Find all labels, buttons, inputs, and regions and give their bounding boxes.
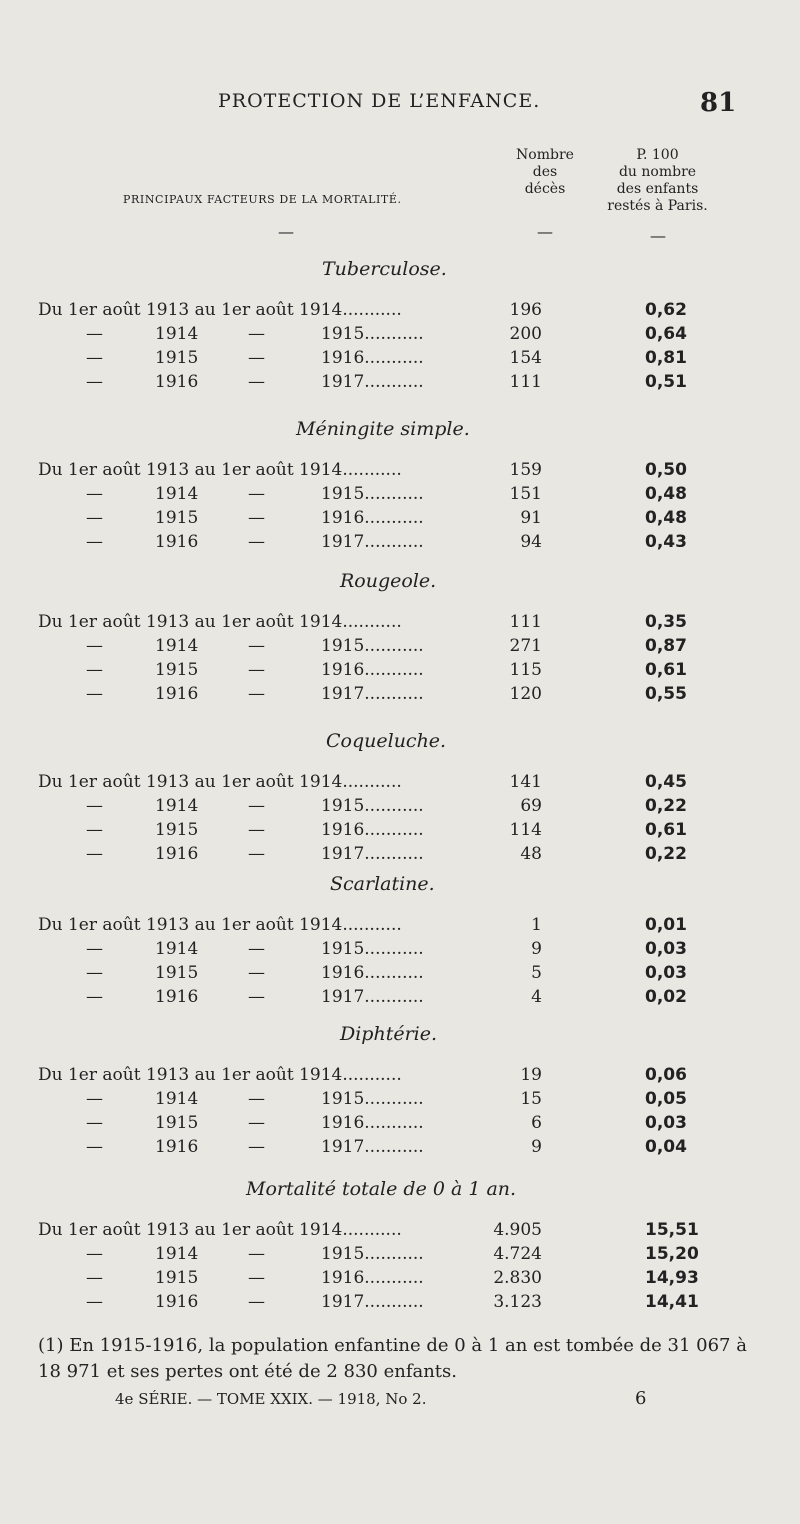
row-percent: 14,93 [645,1268,699,1288]
row-period-part: 1916 [155,372,199,392]
row-period-part: — [86,1113,103,1133]
row-period: Du 1er août 1913 au 1er août 1914........... [38,915,402,935]
table-row [0,796,800,820]
row-period-part: — [86,1268,103,1288]
row-percent: 0,48 [645,484,687,504]
row-percent: 0,87 [645,636,687,656]
row-deaths: 271 [509,636,542,656]
row-percent: 14,41 [645,1292,699,1312]
row-period-part: — [86,532,103,552]
row-period-part: — [248,660,265,680]
section-title: Coqueluche. [326,730,447,752]
row-period-part: — [248,484,265,504]
table-row [0,820,800,844]
row-deaths: 111 [509,612,542,632]
row-percent: 0,64 [645,324,687,344]
column-dash-factors: — [278,222,294,241]
table-row [0,460,800,484]
row-period-part: — [248,348,265,368]
row-deaths: 154 [509,348,542,368]
row-period-part: 1915........... [321,1089,424,1109]
section-title: Diphtérie. [340,1023,438,1045]
row-period-part: 1917........... [321,1292,424,1312]
row-period-part: — [248,1137,265,1157]
row-percent: 0,04 [645,1137,687,1157]
table-row [0,939,800,963]
row-period-part: 1915........... [321,324,424,344]
column-header-percent-line: P. 100 [636,147,679,163]
row-period-part: 1914 [155,1089,199,1109]
row-deaths: 91 [520,508,542,528]
section-title: Tuberculose. [322,258,447,280]
table-row [0,612,800,636]
row-deaths: 151 [509,484,542,504]
signature-sheet-number: 6 [635,1388,647,1409]
table-row [0,484,800,508]
row-percent: 0,03 [645,939,687,959]
row-period: Du 1er août 1913 au 1er août 1914........... [38,772,402,792]
row-period-part: — [248,939,265,959]
table-row [0,636,800,660]
row-deaths: 4.724 [493,1244,542,1264]
row-period-part: — [248,844,265,864]
table-row [0,300,800,324]
row-deaths: 6 [531,1113,542,1133]
row-period-part: — [86,508,103,528]
row-period-part: — [86,844,103,864]
row-period-part: 1916........... [321,348,424,368]
row-period-part: 1914 [155,1244,199,1264]
table-row [0,915,800,939]
row-period-part: — [86,636,103,656]
row-period-part: 1916........... [321,660,424,680]
row-deaths: 5 [531,963,542,983]
row-percent: 0,48 [645,508,687,528]
column-header-percent [595,147,720,215]
row-period-part: — [248,636,265,656]
section-title: Scarlatine. [330,873,435,895]
page-number: 81 [700,88,737,118]
table-row [0,660,800,684]
row-period-part: 1916........... [321,820,424,840]
row-percent: 0,22 [645,844,687,864]
column-header-deaths [505,147,585,198]
row-deaths: 15 [520,1089,542,1109]
row-percent: 0,03 [645,963,687,983]
row-period-part: — [86,484,103,504]
row-percent: 0,55 [645,684,687,704]
row-period-part: — [86,348,103,368]
row-deaths: 115 [509,660,542,680]
row-period-part: 1917........... [321,1137,424,1157]
row-period-part: 1917........... [321,844,424,864]
column-header-percent-line: du nombre [618,164,697,180]
row-period-part: 1915 [155,508,199,528]
row-period-part: — [248,532,265,552]
row-period: Du 1er août 1913 au 1er août 1914........... [38,300,402,320]
row-deaths: 120 [509,684,542,704]
row-deaths: 9 [531,939,542,959]
row-period-part: — [248,324,265,344]
row-period-part: 1916 [155,532,199,552]
column-dash-deaths: — [537,222,553,241]
row-deaths: 48 [520,844,542,864]
row-percent: 0,61 [645,820,687,840]
column-header-deaths-line: Nombre [516,147,574,163]
row-period-part: — [248,1113,265,1133]
column-header-deaths-line: décès [524,181,566,197]
row-period-part: — [86,939,103,959]
table-row [0,1137,800,1161]
row-period-part: 1914 [155,484,199,504]
row-period-part: — [248,684,265,704]
row-period-part: 1917........... [321,372,424,392]
row-period-part: 1917........... [321,684,424,704]
row-period-part: — [86,963,103,983]
row-deaths: 1 [531,915,542,935]
row-period-part: 1916........... [321,508,424,528]
row-period-part: — [248,963,265,983]
row-period-part: 1916 [155,987,199,1007]
table-row [0,1113,800,1137]
row-deaths: 3.123 [493,1292,542,1312]
row-period-part: — [86,1137,103,1157]
row-period-part: 1916........... [321,963,424,983]
column-dash-percent: — [650,226,666,245]
table-row [0,532,800,556]
row-period-part: 1915 [155,660,199,680]
row-percent: 0,05 [645,1089,687,1109]
row-period: Du 1er août 1913 au 1er août 1914........... [38,1065,402,1085]
row-percent: 0,50 [645,460,687,480]
table-row [0,1065,800,1089]
row-deaths: 114 [509,820,542,840]
row-period-part: — [86,987,103,1007]
table-row [0,844,800,868]
row-period-part: — [86,796,103,816]
row-percent: 0,81 [645,348,687,368]
row-period-part: — [86,1292,103,1312]
printer-signature [115,1390,715,1408]
row-deaths: 4 [531,987,542,1007]
row-percent: 0,22 [645,796,687,816]
row-period-part: 1916........... [321,1268,424,1288]
row-period-part: 1915 [155,820,199,840]
row-period-part: 1914 [155,636,199,656]
table-row [0,963,800,987]
row-deaths: 2.830 [493,1268,542,1288]
row-period-part: — [86,660,103,680]
row-period: Du 1er août 1913 au 1er août 1914........... [38,1220,402,1240]
row-period-part: — [248,508,265,528]
column-header-percent-line: des enfants [616,181,699,197]
row-period-part: — [86,684,103,704]
row-deaths: 19 [520,1065,542,1085]
row-period-part: 1914 [155,939,199,959]
row-period-part: — [248,820,265,840]
row-period-part: 1915........... [321,636,424,656]
row-period-part: 1916 [155,684,199,704]
section-title: Méningite simple. [296,418,470,440]
section-title: Mortalité totale de 0 à 1 an. [246,1178,517,1200]
running-head [0,90,800,120]
row-period-part: 1917........... [321,987,424,1007]
row-period-part: — [248,1292,265,1312]
row-deaths: 200 [509,324,542,344]
row-period-part: 1915 [155,1113,199,1133]
row-period-part: — [86,324,103,344]
row-period-part: 1915........... [321,1244,424,1264]
column-header-percent-line: restés à Paris. [607,198,708,214]
row-period-part: 1915........... [321,796,424,816]
table-row [0,348,800,372]
row-period-part: 1915 [155,348,199,368]
row-period-part: — [248,1244,265,1264]
row-period-part: 1914 [155,324,199,344]
row-deaths: 141 [509,772,542,792]
row-period-part: — [248,796,265,816]
table-row [0,1244,800,1268]
table-row [0,372,800,396]
row-percent: 0,61 [645,660,687,680]
footnote: (1) En 1915-1916, la population enfantine de 0 à 1 an est tombée de 31 067 à 18 971 et ses pertes ont été de 2 830 enfants. [38,1335,747,1382]
table-row [0,987,800,1011]
row-period-part: — [248,987,265,1007]
table-row [0,1292,800,1316]
table-row [0,1220,800,1244]
row-period-part: 1915........... [321,939,424,959]
row-deaths: 69 [520,796,542,816]
row-deaths: 94 [520,532,542,552]
table-row [0,508,800,532]
row-period-part: 1914 [155,796,199,816]
table-row [0,1089,800,1113]
row-period-part: 1915 [155,963,199,983]
row-percent: 0,01 [645,915,687,935]
row-period-part: 1916 [155,844,199,864]
row-period-part: — [86,1244,103,1264]
row-deaths: 4.905 [493,1220,542,1240]
table-row [0,1268,800,1292]
row-period-part: — [86,372,103,392]
row-period-part: 1917........... [321,532,424,552]
row-period: Du 1er août 1913 au 1er août 1914........... [38,460,402,480]
row-percent: 0,45 [645,772,687,792]
row-period: Du 1er août 1913 au 1er août 1914........... [38,612,402,632]
row-deaths: 9 [531,1137,542,1157]
row-period-part: — [86,1089,103,1109]
row-period-part: 1916 [155,1137,199,1157]
row-period-part: — [248,1089,265,1109]
row-deaths: 111 [509,372,542,392]
table-row [0,324,800,348]
row-percent: 0,62 [645,300,687,320]
row-period-part: 1916 [155,1292,199,1312]
column-header-deaths-line: des [532,164,558,180]
row-deaths: 196 [509,300,542,320]
row-percent: 0,43 [645,532,687,552]
row-percent: 0,03 [645,1113,687,1133]
row-period-part: — [248,372,265,392]
row-percent: 0,02 [645,987,687,1007]
signature-text: 4e SÉRIE. — TOME XXIX. — 1918, No 2. [115,1390,427,1408]
section-title: Rougeole. [340,570,437,592]
row-period-part: — [248,1268,265,1288]
row-percent: 0,35 [645,612,687,632]
row-period-part: — [86,820,103,840]
table-row [0,684,800,708]
table-row [0,772,800,796]
row-period-part: 1915........... [321,484,424,504]
row-deaths: 159 [509,460,542,480]
row-percent: 0,51 [645,372,687,392]
row-percent: 15,20 [645,1244,699,1264]
row-period-part: 1916........... [321,1113,424,1133]
row-percent: 0,06 [645,1065,687,1085]
row-period-part: 1915 [155,1268,199,1288]
column-header-factors: PRINCIPAUX FACTEURS DE LA MORTALITÉ. [123,193,402,206]
row-percent: 15,51 [645,1220,699,1240]
running-title: PROTECTION DE L’ENFANCE. [218,90,541,112]
